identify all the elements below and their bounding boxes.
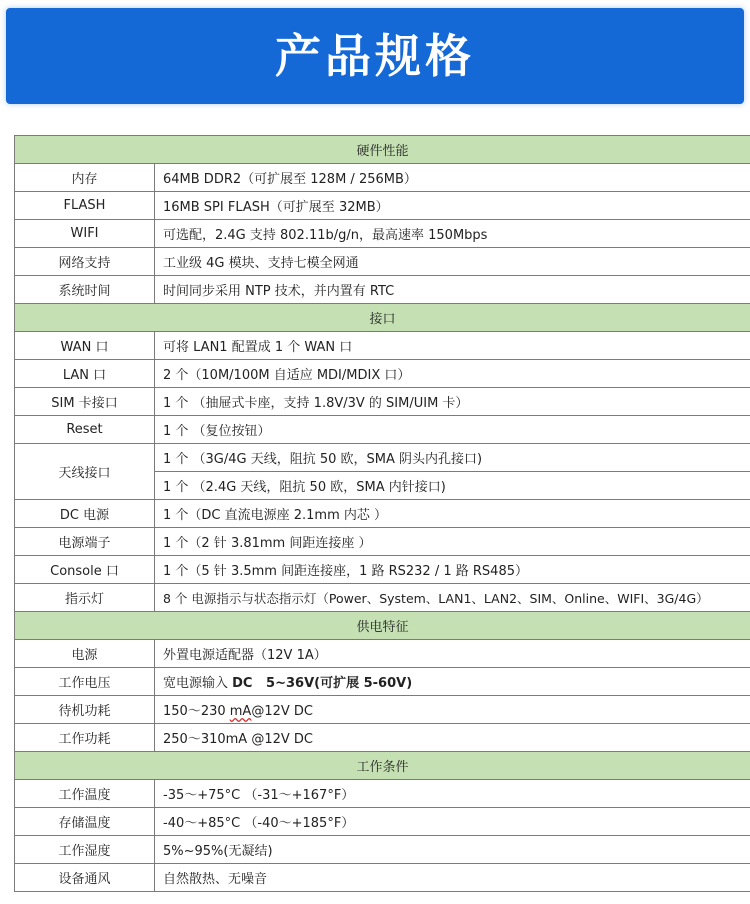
table-row: [15, 724, 750, 752]
table-row: [15, 668, 750, 696]
row-label: 内存: [15, 164, 155, 192]
section-row-hardware: [15, 136, 750, 164]
row-label: FLASH: [15, 192, 155, 220]
table-row: [15, 220, 750, 248]
row-label: SIM 卡接口: [15, 388, 155, 416]
page-title: 产品规格: [275, 29, 475, 83]
row-value: -35～+75°C （-31～+167°F）: [155, 780, 750, 808]
section-title: 硬件性能: [15, 136, 750, 164]
row-label: 工作湿度: [15, 836, 155, 864]
table-row: [15, 780, 750, 808]
row-label: 待机功耗: [15, 696, 155, 724]
section-row-power: [15, 612, 750, 640]
row-value-emphasis: DC 5~36V(可扩展 5-60V): [232, 676, 413, 691]
row-label: DC 电源: [15, 500, 155, 528]
table-row: [15, 388, 750, 416]
row-label: 工作温度: [15, 780, 155, 808]
row-value: 64MB DDR2（可扩展至 128M / 256MB）: [155, 164, 750, 192]
row-value-suffix: @12V DC: [251, 704, 313, 719]
section-title: 工作条件: [15, 752, 750, 780]
table-row: [15, 556, 750, 584]
spec-table: [14, 135, 750, 892]
row-label: WAN 口: [15, 332, 155, 360]
section-row-conditions: [15, 752, 750, 780]
row-label: 工作功耗: [15, 724, 155, 752]
row-value: 1 个（2 针 3.81mm 间距连接座 ）: [155, 528, 750, 556]
header-banner-bar: [6, 8, 744, 104]
row-value: 16MB SPI FLASH（可扩展至 32MB）: [155, 192, 750, 220]
row-value: 5%~95%(无凝结): [155, 836, 750, 864]
header-banner: [0, 0, 750, 118]
table-row: [15, 500, 750, 528]
section-row-interfaces: [15, 304, 750, 332]
table-row: [15, 836, 750, 864]
row-label: 网络支持: [15, 248, 155, 276]
table-row: [15, 276, 750, 304]
row-value: 可将 LAN1 配置成 1 个 WAN 口: [155, 332, 750, 360]
row-label: 存储温度: [15, 808, 155, 836]
section-title: 供电特征: [15, 612, 750, 640]
row-label: LAN 口: [15, 360, 155, 388]
row-value: 1 个（DC 直流电源座 2.1mm 内芯 ）: [155, 500, 750, 528]
table-row: [15, 528, 750, 556]
section-title: 接口: [15, 304, 750, 332]
table-row: [15, 248, 750, 276]
table-row: [15, 164, 750, 192]
row-label: 电源端子: [15, 528, 155, 556]
row-value: 1 个（5 针 3.5mm 间距连接座，1 路 RS232 / 1 路 RS485）: [155, 556, 750, 584]
row-value: 时间同步采用 NTP 技术，并内置有 RTC: [155, 276, 750, 304]
table-row: [15, 584, 750, 612]
row-value: 1 个 （复位按钮）: [155, 416, 750, 444]
table-row: [15, 696, 750, 724]
table-row: [15, 864, 750, 892]
row-value: 工业级 4G 模块、支持七模全网通: [155, 248, 750, 276]
row-label: 系统时间: [15, 276, 155, 304]
row-value: 1 个 （2.4G 天线，阻抗 50 欧，SMA 内针接口): [155, 472, 750, 500]
row-label: 天线接口: [15, 444, 155, 500]
row-label: Reset: [15, 416, 155, 444]
row-value-prefix: 宽电源输入: [163, 676, 233, 691]
table-row: [15, 332, 750, 360]
row-value: 可选配，2.4G 支持 802.11b/g/n，最高速率 150Mbps: [155, 220, 750, 248]
row-value: 2 个（10M/100M 自适应 MDI/MDIX 口）: [155, 360, 750, 388]
row-label: WIFI: [15, 220, 155, 248]
table-row: [15, 192, 750, 220]
row-value: [155, 696, 750, 724]
row-value: 自然散热、无噪音: [155, 864, 750, 892]
table-row: [15, 360, 750, 388]
row-value: 1 个 （抽屉式卡座，支持 1.8V/3V 的 SIM/UIM 卡）: [155, 388, 750, 416]
row-label: Console 口: [15, 556, 155, 584]
row-value: 8 个 电源指示与状态指示灯（Power、System、LAN1、LAN2、SIM、Online、WIFI、3G/4G）: [155, 584, 750, 612]
table-row: [15, 808, 750, 836]
row-label: 电源: [15, 640, 155, 668]
row-value: 外置电源适配器（12V 1A）: [155, 640, 750, 668]
row-value: 1 个 （3G/4G 天线，阻抗 50 欧，SMA 阴头内孔接口): [155, 444, 750, 472]
row-value-prefix: 150～230: [163, 704, 230, 719]
table-row: [15, 444, 750, 472]
table-row: [15, 416, 750, 444]
row-value-unit: mA: [229, 704, 252, 719]
row-value: [155, 668, 750, 696]
row-value: 250～310mA @12V DC: [155, 724, 750, 752]
row-value: -40～+85°C （-40～+185°F）: [155, 808, 750, 836]
row-label: 指示灯: [15, 584, 155, 612]
row-label: 工作电压: [15, 668, 155, 696]
table-row: [15, 640, 750, 668]
row-label: 设备通风: [15, 864, 155, 892]
